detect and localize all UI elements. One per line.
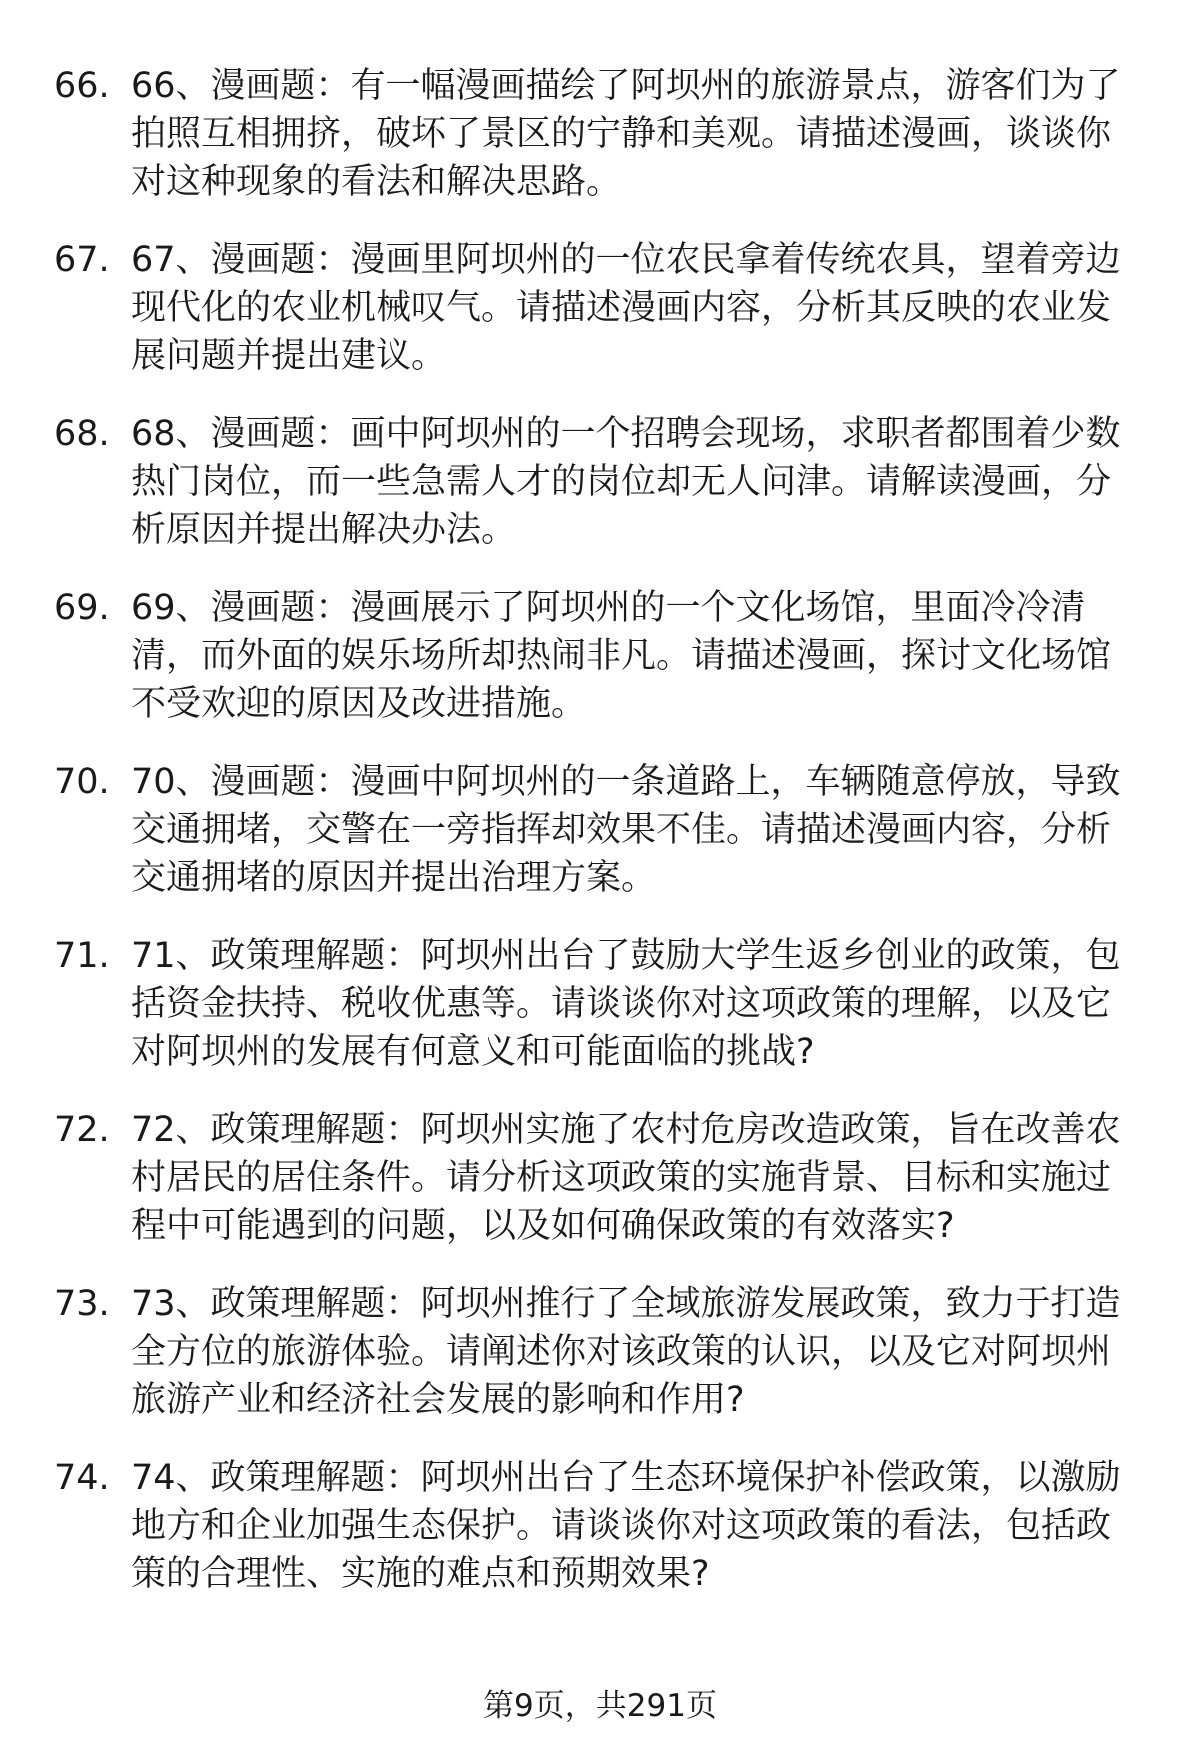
question-text: 72、政策理解题：阿坝州实施了农村危房改造政策，旨在改善农村居民的居住条件。请分析这项政策的实施背景、目标和实施过程中可能遇到的问题，以及如何确保政策的有效落实? (131, 1110, 1121, 1246)
question-number: 71. (54, 936, 110, 976)
question-number: 66. (54, 66, 110, 106)
question-number: 68. (54, 414, 110, 454)
question-number: 74. (54, 1458, 110, 1498)
question-number: 70. (54, 762, 110, 802)
question-text: 70、漫画题：漫画中阿坝州的一条道路上，车辆随意停放，导致交通拥堵，交警在一旁指挥却效果不佳。请描述漫画内容，分析交通拥堵的原因并提出治理方案。 (131, 762, 1121, 898)
list-item (54, 584, 1154, 728)
list-item (54, 932, 1154, 1076)
question-text: 71、政策理解题：阿坝州出台了鼓励大学生返乡创业的政策，包括资金扶持、税收优惠等。请谈谈你对这项政策的理解，以及它对阿坝州的发展有何意义和可能面临的挑战? (131, 936, 1121, 1072)
question-text: 69、漫画题：漫画展示了阿坝州的一个文化场馆，里面冷冷清清，而外面的娱乐场所却热闹非凡。请描述漫画，探讨文化场馆不受欢迎的原因及改进措施。 (131, 588, 1112, 724)
question-number: 72. (54, 1110, 110, 1150)
list-item (54, 758, 1154, 902)
question-list (54, 62, 1154, 1628)
question-text: 74、政策理解题：阿坝州出台了生态环境保护补偿政策，以激励地方和企业加强生态保护。请谈谈你对这项政策的看法，包括政策的合理性、实施的难点和预期效果? (131, 1458, 1121, 1594)
question-text: 66、漫画题：有一幅漫画描绘了阿坝州的旅游景点，游客们为了拍照互相拥挤，破坏了景区的宁静和美观。请描述漫画，谈谈你对这种现象的看法和解决思路。 (131, 66, 1121, 202)
question-text: 68、漫画题：画中阿坝州的一个招聘会现场，求职者都围着少数热门岗位，而一些急需人才的岗位却无人问津。请解读漫画，分析原因并提出解决办法。 (131, 414, 1121, 550)
question-text: 73、政策理解题：阿坝州推行了全域旅游发展政策，致力于打造全方位的旅游体验。请阐述你对该政策的认识，以及它对阿坝州旅游产业和经济社会发展的影响和作用? (131, 1284, 1121, 1420)
question-number: 69. (54, 588, 110, 628)
list-item (54, 1106, 1154, 1250)
question-text: 67、漫画题：漫画里阿坝州的一位农民拿着传统农具，望着旁边现代化的农业机械叹气。请描述漫画内容，分析其反映的农业发展问题并提出建议。 (131, 240, 1121, 376)
list-item (54, 1454, 1154, 1598)
list-item (54, 1280, 1154, 1424)
page-footer: 第9页，共291页 (483, 1688, 717, 1724)
question-number: 73. (54, 1284, 110, 1324)
question-number: 67. (54, 240, 110, 280)
list-item (54, 410, 1154, 554)
list-item (54, 236, 1154, 380)
list-item (54, 62, 1154, 206)
